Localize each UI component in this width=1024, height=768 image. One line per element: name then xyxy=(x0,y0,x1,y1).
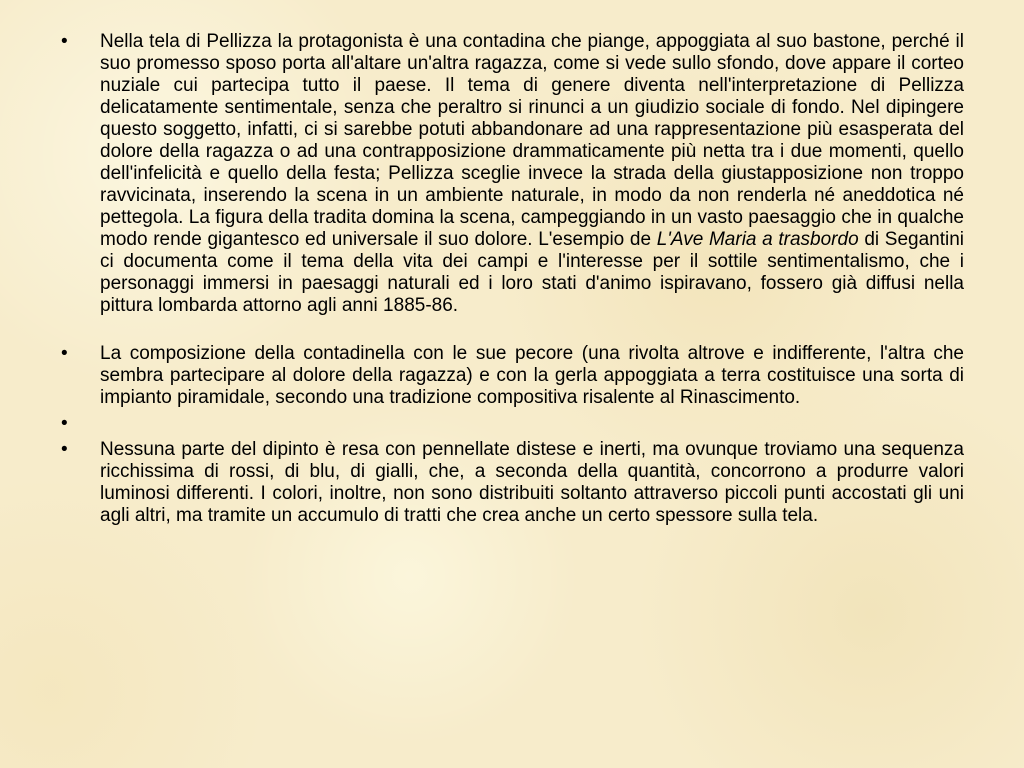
bullet-marker: • xyxy=(61,343,68,364)
paragraph-text: di Segantini ci documenta come il tema della vita dei campi e l'interesse per il sottile sentimentalismo, che i personaggi immersi in paesaggi naturali ed i loro stati d'animo ispiravano, fossero già diffusi nella pittura lombarda attorno agli anni 1885-86. xyxy=(100,229,964,316)
paragraph-pellizza-protagonist xyxy=(100,31,964,317)
bullet-marker: • xyxy=(61,439,68,460)
paragraph-empty xyxy=(100,413,964,435)
bullet-item-empty xyxy=(61,413,964,435)
bullet-item xyxy=(61,439,964,527)
artwork-title: L'Ave Maria a trasbordo xyxy=(656,229,859,250)
paragraph-spacer xyxy=(61,317,964,343)
paragraph-colors: Nessuna parte del dipinto è resa con pennellate distese e inerti, ma ovunque troviamo una sequenza ricchissima di rossi, di blu, di gialli, che, a seconda della quantità, concorrono a produrre valori luminosi differenti. I colori, inoltre, non sono distribuiti soltanto attraverso piccoli punti accostati gli uni agli altri, ma tramite un accumulo di tratti che crea anche un certo spessore sulla tela. xyxy=(100,439,964,526)
bullet-marker: • xyxy=(61,413,68,434)
bullet-item xyxy=(61,31,964,317)
bullet-item xyxy=(61,343,964,409)
slide-content xyxy=(61,31,964,527)
bullet-marker: • xyxy=(61,31,68,52)
paragraph-composition: La composizione della contadinella con le sue pecore (una rivolta altrove e indifferente, l'altra che sembra partecipare al dolore della ragazza) e con la gerla appoggiata a terra costituisce una sorta di impianto piramidale, secondo una tradizione compositiva risalente al Rinascimento. xyxy=(100,343,964,408)
paragraph-text: Nella tela di Pellizza la protagonista è una contadina che piange, appoggiata al suo bastone, perché il suo promesso sposo porta all'altare un'altra ragazza, come si vede sullo sfondo, dove appare il corteo nuziale cui partecipa tutto il paese. Il tema di genere diventa nell'interpretazione di Pellizza delicatamente sentimentale, senza che peraltro si rinunci a un giudizio sociale di fondo. Nel dipingere questo soggetto, infatti, ci si sarebbe potuti abbandonare ad una rappresentazione più esasperata del dolore della ragazza o ad una contrapposizione drammaticamente più netta tra i due momenti, quello dell'infelicità e quello della festa; Pellizza sceglie invece la strada della giustapposizione non troppo ravvicinata, inserendo la scena in un ambiente naturale, in modo da non renderla né aneddotica né pettegola. La figura della tradita domina la scena, campeggiando in un vasto paesaggio che in qualche modo rende gigantesco ed universale il suo dolore. L'esempio de xyxy=(100,31,964,250)
